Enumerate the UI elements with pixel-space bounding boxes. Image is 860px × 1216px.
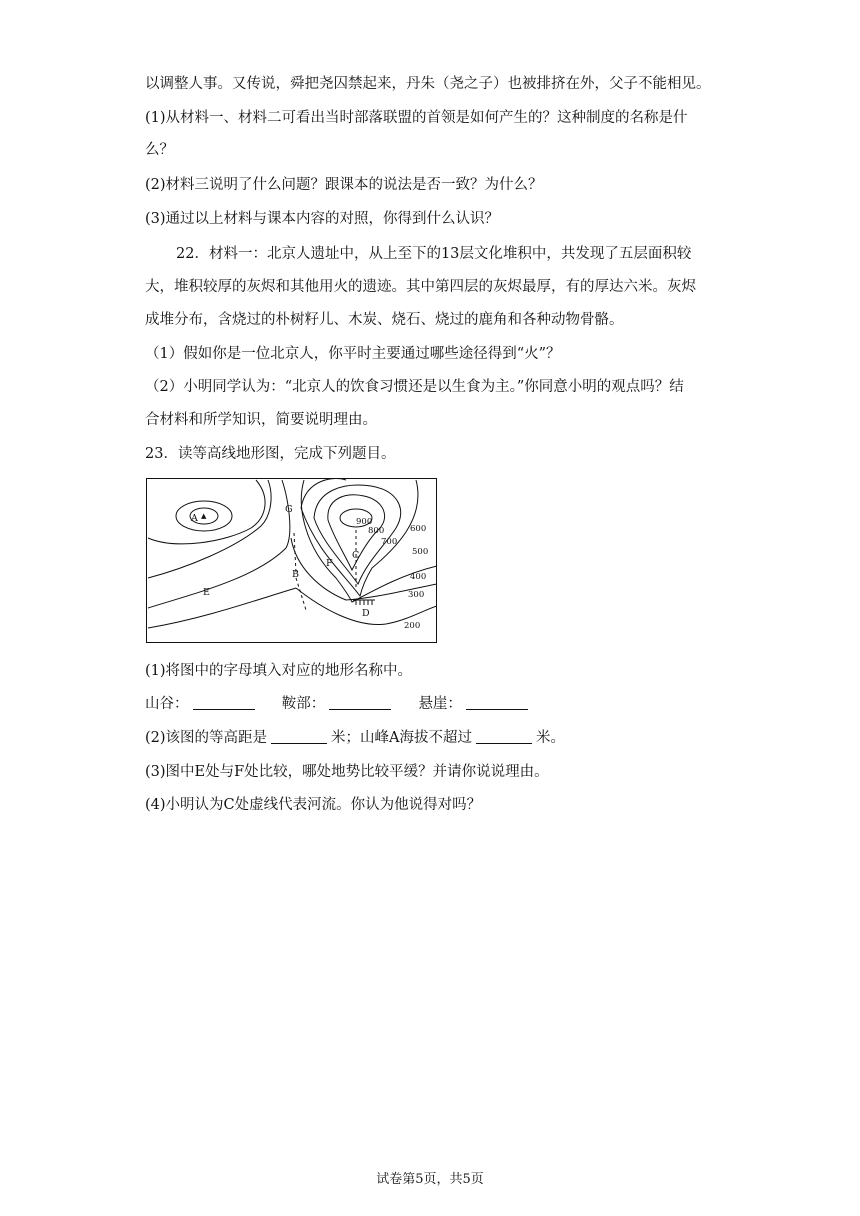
- q23-part2-c: 米。: [536, 730, 566, 746]
- text-line-6: 22．材料一：北京人遗址中，从上至下的13层文化堆积中，共发现了五层面积较: [176, 246, 692, 262]
- q23-fill-row: [145, 694, 725, 714]
- valley-label: 山谷：: [145, 696, 189, 712]
- contour-interval-blank[interactable]: [271, 729, 327, 744]
- label-d: D: [362, 608, 370, 619]
- peak-icon: ▲: [201, 512, 207, 520]
- label-b: B: [292, 569, 299, 580]
- label-c: C: [352, 550, 360, 561]
- text-line-8: 成堆分布，含烧过的朴树籽儿、木炭、烧石、烧过的鹿角和各种动物骨骼。: [145, 312, 624, 328]
- saddle-blank[interactable]: [329, 695, 391, 710]
- q23-part1: (1)将图中的字母填入对应的地形名称中。: [145, 663, 413, 679]
- label-f: F: [326, 558, 333, 569]
- q23-part3: (3)图中E处与F处比较，哪处地势比较平缓？并请你说说理由。: [145, 764, 549, 780]
- q23-part2-a: (2)该图的等高距是: [145, 730, 268, 746]
- cliff-symbol: [353, 600, 375, 605]
- text-line-4: (2)材料三说明了什么问题？跟课本的说法是否一致？为什么？: [145, 177, 543, 193]
- text-line-10: （2）小明同学认为：“北京人的饮食习惯还是以生食为主。”你同意小明的观点吗？结: [145, 379, 684, 395]
- valley-blank[interactable]: [193, 695, 255, 710]
- label-g: G: [285, 504, 293, 515]
- q23-part4: (4)小明认为C处虚线代表河流。你认为他说得对吗？: [145, 797, 482, 813]
- page-footer: 试卷第5页，共5页: [376, 1172, 484, 1187]
- label-a: A: [191, 513, 198, 524]
- text-line-9: （1）假如你是一位北京人，你平时主要通过哪些途径得到“火”？: [145, 346, 561, 362]
- contour-700: 700: [381, 537, 398, 547]
- text-line-2: (1)从材料一、材料二可看出当时部落联盟的首领是如何产生的？这种制度的名称是什: [145, 110, 688, 126]
- cliff-label: 悬崖：: [418, 696, 462, 712]
- peak-elevation-blank[interactable]: [476, 729, 532, 744]
- contour-600: 600: [410, 524, 427, 534]
- text-line-5: (3)通过以上材料与课本内容的对照，你得到什么认识？: [145, 211, 500, 227]
- q23-part2: [145, 728, 725, 748]
- contour-500: 500: [412, 547, 429, 557]
- contour-800: 800: [368, 526, 385, 536]
- text-line-11: 合材料和所学知识，简要说明理由。: [145, 412, 377, 428]
- contour-900: 900: [356, 517, 373, 527]
- contour-200: 200: [404, 621, 421, 631]
- q23-part2-b: 米；山峰A海拔不超过: [331, 730, 473, 746]
- saddle-label: 鞍部：: [281, 696, 326, 712]
- text-line-7: 大，堆积较厚的灰烬和其他用火的遗迹。其中第四层的灰烬最厚，有的厚达六米。灰烬: [145, 279, 696, 295]
- text-line-12: 23．读等高线地形图，完成下列题目。: [145, 446, 396, 462]
- text-line-3: 么？: [145, 142, 174, 158]
- text-line-1: 以调整人事。又传说，舜把尧囚禁起来，丹朱（尧之子）也被排挤在外，父子不能相见。: [145, 76, 711, 92]
- contour-400: 400: [410, 572, 427, 582]
- label-e: E: [203, 587, 210, 598]
- contour-map: [146, 478, 437, 643]
- cliff-blank[interactable]: [466, 695, 528, 710]
- contour-300: 300: [408, 590, 425, 600]
